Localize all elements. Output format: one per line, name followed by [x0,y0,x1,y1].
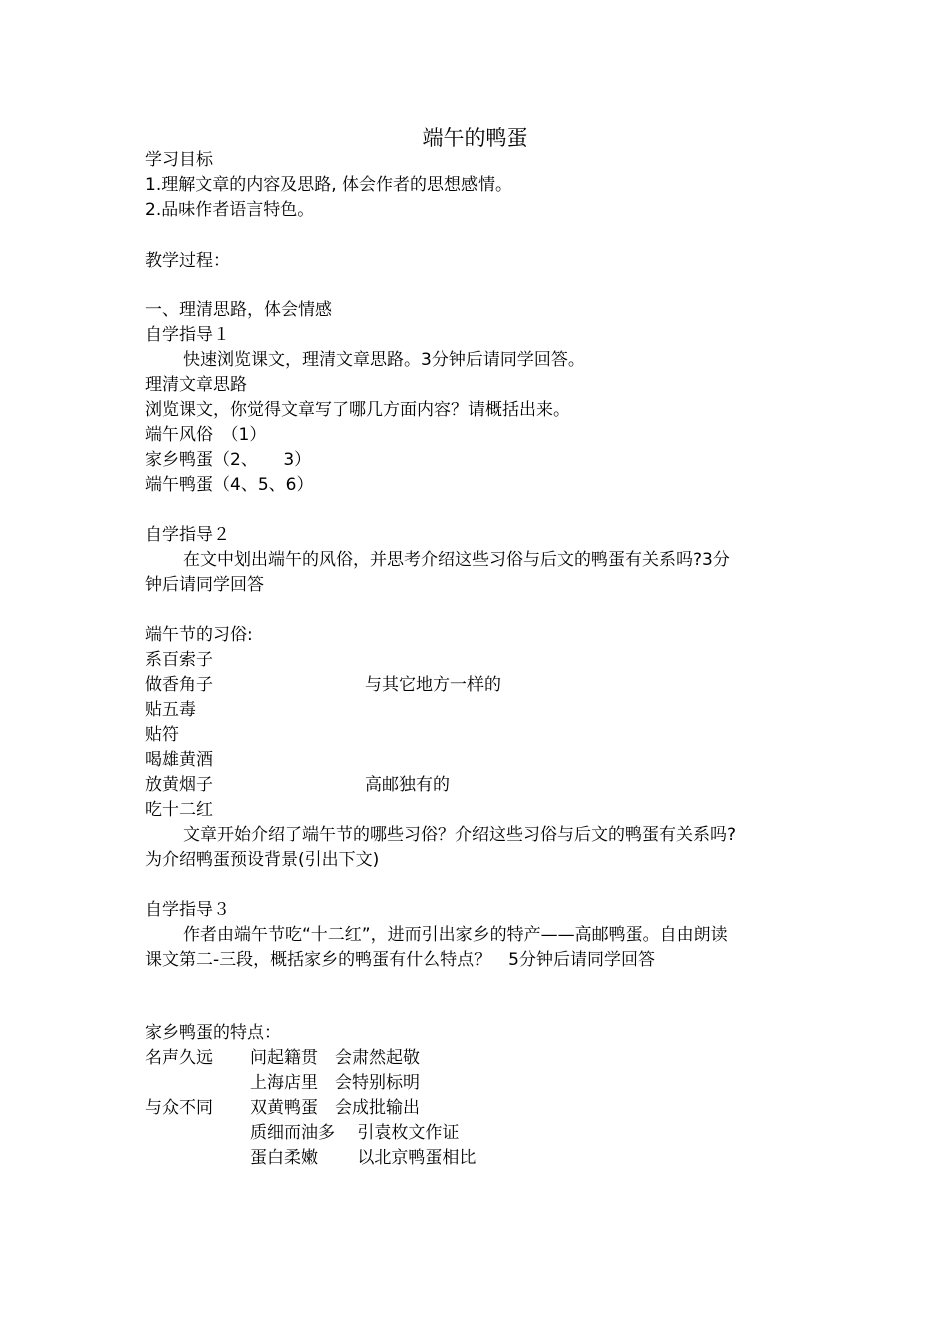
custom-item: 放黄烟子 [145,775,213,795]
guide2-instruction: 在文中划出端午的风俗，并思考介绍这些习俗与后文的鸭蛋有关系吗?3分 [183,550,730,570]
guide1-subheading: 理清文章思路 [145,375,247,395]
guide2-heading: 自学指导２ [145,525,230,545]
guide2-instruction-cont: 钟后请同学回答 [145,575,264,595]
feature-detail: 蛋白柔嫩 以北京鸭蛋相比 [250,1148,477,1168]
guide1-answer: 端午风俗 （1） [145,425,267,445]
custom-item: 贴符 [145,725,179,745]
guide1-answer: 端午鸭蛋（4、5、6） [145,475,314,495]
section-heading: 一、理清思路，体会情感 [145,300,332,320]
feature-detail: 问起籍贯 会肃然起敬 [250,1048,420,1068]
features-heading: 家乡鸭蛋的特点： [145,1023,281,1043]
guide1-heading: 自学指导１ [145,325,230,345]
custom-note-common: 与其它地方一样的 [365,675,501,695]
guide1-instruction: 快速浏览课文，理清文章思路。3分钟后请同学回答。 [183,350,585,370]
custom-item: 贴五毒 [145,700,196,720]
custom-item: 系百索子 [145,650,213,670]
guide3-heading: 自学指导３ [145,900,230,920]
custom-item: 喝雄黄酒 [145,750,213,770]
custom-note-unique: 高邮独有的 [365,775,450,795]
guide3-instruction: 作者由端午节吃“十二红”，进而引出家乡的特产——高邮鸭蛋。自由朗读 [183,925,728,945]
feature-detail: 质细而油多 引袁枚文作证 [250,1123,460,1143]
customs-heading: 端午节的习俗: [145,625,253,645]
guide1-question: 浏览课文，你觉得文章写了哪几方面内容？请概括出来。 [145,400,570,420]
guide2-answer: 为介绍鸭蛋预设背景(引出下文) [145,850,380,870]
feature-category: 名声久远 [145,1048,213,1068]
page-title: 端午的鸭蛋 [422,126,528,150]
guide2-question: 文章开始介绍了端午节的哪些习俗？介绍这些习俗与后文的鸭蛋有关系吗? [183,825,737,845]
objective-item: 2.品味作者语言特色。 [145,200,315,220]
process-heading: 教学过程： [145,251,230,271]
guide1-answer: 家乡鸭蛋（2、 3） [145,450,312,470]
custom-item: 吃十二红 [145,800,213,820]
feature-category: 与众不同 [145,1098,213,1118]
guide3-instruction-cont: 课文第二-三段，概括家乡的鸭蛋有什么特点？ 5分钟后请同学回答 [145,950,655,970]
objective-item: 1.理解文章的内容及思路, 体会作者的思想感情。 [145,175,513,195]
custom-item: 做香角子 [145,675,213,695]
feature-detail: 双黄鸭蛋 会成批输出 [250,1098,420,1118]
feature-detail: 上海店里 会特别标明 [250,1073,420,1093]
objectives-heading: 学习目标 [145,150,213,170]
